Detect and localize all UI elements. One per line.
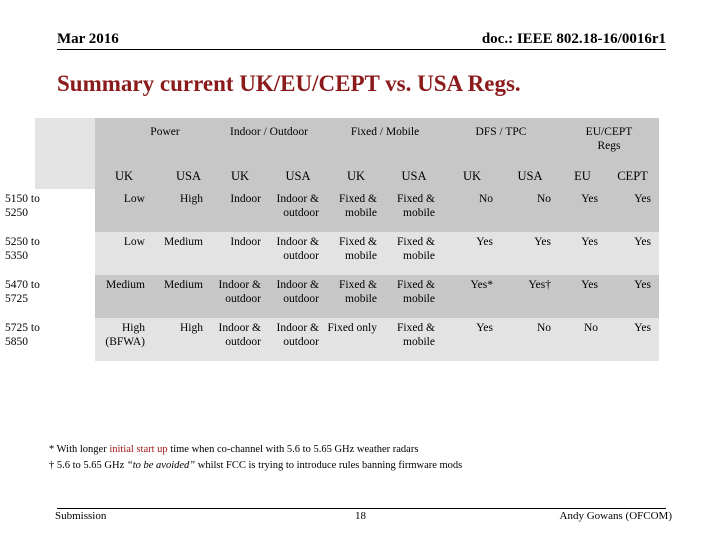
- data-cell: Indoor & outdoor: [269, 275, 327, 318]
- data-cell: No: [501, 318, 559, 361]
- group-eu-cept-regs: [559, 118, 659, 163]
- footnotes: [49, 442, 462, 474]
- data-cell: Yes: [501, 232, 559, 275]
- subheader-cell: CEPT: [606, 163, 659, 189]
- footer-divider: [57, 508, 666, 509]
- data-cell: Indoor: [211, 232, 269, 275]
- header-date: Mar 2016: [57, 31, 119, 47]
- subheader-cell: USA: [501, 163, 559, 189]
- group-header-row: [35, 118, 659, 163]
- footnote-highlight: initial start up: [109, 444, 168, 455]
- data-cell: High: [153, 318, 211, 361]
- group-indoor-outdoor: Indoor / Outdoor: [211, 118, 327, 163]
- data-cell: Indoor: [211, 189, 269, 232]
- data-cell: Low: [95, 232, 153, 275]
- footnote-text: whilst FCC is trying to introduce rules banning firmware mods: [195, 460, 463, 471]
- data-cell: Fixed & mobile: [327, 232, 385, 275]
- subheader-cell: EU: [559, 163, 606, 189]
- footnote-quote: “to be avoided”: [126, 460, 196, 471]
- group-dfs-tpc: DFS / TPC: [443, 118, 559, 163]
- data-cell: Indoor & outdoor: [269, 318, 327, 361]
- subheader-row: [35, 163, 659, 189]
- data-cell: Yes: [443, 318, 501, 361]
- footnote-firmware: [49, 458, 462, 474]
- data-cell: Yes*: [443, 275, 501, 318]
- corner-cell-lower: [35, 163, 95, 189]
- header-divider: [57, 49, 666, 50]
- data-cell: Medium: [153, 275, 211, 318]
- table-row: [35, 275, 659, 318]
- footnote-text: † 5.6 to 5.65 GHz: [49, 460, 127, 471]
- subheader-cell: UK: [95, 163, 153, 189]
- footnote-text: time when co-channel with 5.6 to 5.65 GHz weather radars: [167, 444, 419, 455]
- band-label: 5150 to 5250: [5, 193, 40, 219]
- data-cell: Indoor & outdoor: [269, 189, 327, 232]
- subheader-cell: UK: [211, 163, 269, 189]
- data-cell: Medium: [153, 232, 211, 275]
- data-cell: Yes: [606, 275, 659, 318]
- footnote-text: * With longer: [49, 444, 110, 455]
- data-cell: Yes: [559, 189, 606, 232]
- band-cell: [5, 275, 95, 318]
- data-cell: Indoor & outdoor: [269, 232, 327, 275]
- subheader-cell: UK: [443, 163, 501, 189]
- data-cell: Fixed & mobile: [385, 189, 443, 232]
- footnote-initial-start-up: [49, 442, 462, 458]
- data-cell: Yes: [559, 275, 606, 318]
- subheader-cell: USA: [269, 163, 327, 189]
- group-fixed-mobile: Fixed / Mobile: [327, 118, 443, 163]
- data-cell: No: [443, 189, 501, 232]
- slide-title: Summary current UK/EU/CEPT vs. USA Regs.: [57, 71, 521, 96]
- header-doc-id: doc.: IEEE 802.18-16/0016r1: [481, 31, 666, 47]
- data-cell: Yes†: [501, 275, 559, 318]
- data-cell: Fixed & mobile: [385, 318, 443, 361]
- data-cell: Indoor & outdoor: [211, 275, 269, 318]
- group-eu-cept-label: EU/CEPT Regs: [585, 126, 633, 152]
- footer-submission: Submission: [55, 510, 107, 522]
- data-cell: No: [559, 318, 606, 361]
- subheader-cell: UK: [327, 163, 385, 189]
- subheader-cell: USA: [385, 163, 443, 189]
- data-cell: High: [153, 189, 211, 232]
- regulations-table: [5, 118, 659, 361]
- data-cell: Fixed & mobile: [385, 275, 443, 318]
- band-label: 5470 to 5725: [5, 279, 40, 305]
- band-cell: [5, 232, 95, 275]
- footer-author: Andy Gowans (OFCOM): [559, 510, 672, 522]
- data-cell: Indoor & outdoor: [211, 318, 269, 361]
- table-row: [35, 232, 659, 275]
- data-cell: Fixed only: [327, 318, 385, 361]
- data-cell: Yes: [606, 318, 659, 361]
- group-power: [95, 118, 211, 163]
- subheader-cell: USA: [153, 163, 211, 189]
- data-cell: High (BFWA): [95, 318, 153, 361]
- data-cell: Yes: [559, 232, 606, 275]
- data-cell: Fixed & mobile: [327, 189, 385, 232]
- data-cell: Yes: [606, 232, 659, 275]
- band-label: 5725 to 5850: [5, 322, 40, 348]
- corner-cell: [35, 118, 95, 163]
- group-power-label: Power: [150, 126, 180, 138]
- data-cell: Yes: [443, 232, 501, 275]
- data-cell: No: [501, 189, 559, 232]
- band-cell: [5, 189, 95, 232]
- band-label: 5250 to 5350: [5, 236, 40, 262]
- data-cell: Medium: [95, 275, 153, 318]
- data-cell: Yes: [606, 189, 659, 232]
- band-cell: [5, 318, 95, 361]
- table-row: [35, 318, 659, 361]
- table-row: [35, 189, 659, 232]
- data-cell: Low: [95, 189, 153, 232]
- data-cell: Fixed & mobile: [385, 232, 443, 275]
- data-cell: Fixed & mobile: [327, 275, 385, 318]
- page-number: 18: [355, 510, 366, 522]
